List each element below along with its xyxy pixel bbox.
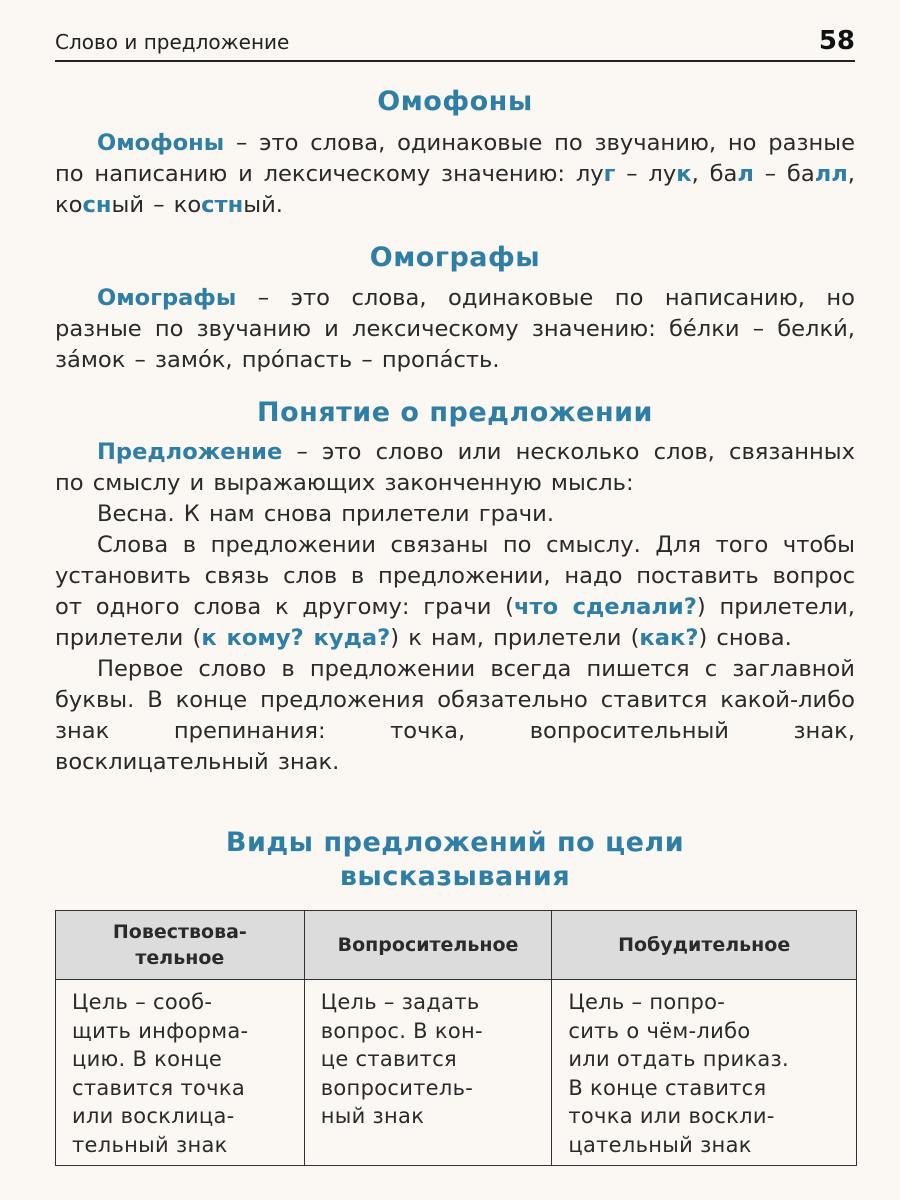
cell-line: В конце ставится <box>568 1075 767 1100</box>
paragraph-text: Слова в предложении связаны по смыслу. Для того чтобы установить связь слов в предложении, надо поставить вопрос от одного слова к другому: грачи ( <box>55 532 855 620</box>
sentence-definition-paragraph <box>55 437 855 499</box>
homographs-term: Омографы <box>97 285 237 311</box>
cell-line: цательный знак <box>568 1132 752 1157</box>
cell-line: сить о чём-либо <box>568 1018 751 1043</box>
column-header-interrogative: Вопросительное <box>304 911 552 980</box>
homographs-text <box>55 283 855 376</box>
sentence-concept-section <box>55 397 855 428</box>
example-part: ый – ко <box>111 192 202 218</box>
example-part: лу <box>575 161 604 187</box>
kinds-title-line: высказывания <box>339 861 571 892</box>
example-letters: г <box>603 161 616 187</box>
cell-line: ный знак <box>320 1104 425 1128</box>
cell-line: Цель – задать <box>320 990 480 1014</box>
column-header-imperative: Побудительное <box>552 911 857 980</box>
question-highlight: как? <box>639 625 699 651</box>
cell-line: тельный знак <box>72 1132 228 1157</box>
cell-line: или отдать приказ. <box>568 1047 789 1071</box>
homographs-examples: бе́лки – белки́, за́мок – замо́к, про́пасть – пропа́сть. <box>55 316 855 373</box>
example-part: , ко <box>55 161 855 218</box>
sentence-connection-paragraph <box>55 530 855 654</box>
paragraph-text: ) к нам, прилетели ( <box>390 625 640 651</box>
sentence-concept-title: Понятие о предложении <box>257 397 653 428</box>
cell-line: Цель – сооб- <box>72 990 213 1014</box>
cell-line: цию. В конце <box>72 1047 223 1071</box>
sentence-definition: – это слово или несколько слов, связанных по смыслу и выражающих законченную мысль: <box>55 439 855 496</box>
cell-line: вопрос. В кон- <box>320 1018 483 1043</box>
cell-line: це ставится <box>320 1047 457 1071</box>
page-header <box>55 28 855 62</box>
kinds-section <box>55 826 855 894</box>
section-title: Слово и предложение <box>55 30 290 54</box>
header-line: Повествова- <box>112 921 247 943</box>
example-part: – ба <box>753 161 815 187</box>
example-letters: стн <box>201 192 244 218</box>
homophones-section <box>55 86 855 117</box>
cell-line: или восклица- <box>72 1104 235 1128</box>
homographs-definition: – это слова, одинаковые по написанию, но разные по звучанию и лексическому значению: <box>55 285 855 342</box>
cell-line: вопроситель- <box>320 1075 474 1100</box>
kinds-title-line: Виды предложений по цели <box>225 827 685 858</box>
homophones-definition: – это слова, одинаковые по звучанию, но разные по написанию и лексическому значению: <box>55 130 855 187</box>
question-highlight: что сделали? <box>514 594 697 620</box>
cell-line: точка или воскли- <box>568 1104 775 1128</box>
example-letters: лл <box>814 161 848 187</box>
kinds-title <box>55 826 855 894</box>
header-line: тельное <box>135 947 225 969</box>
example-letters: к <box>676 161 692 187</box>
page-number: 58 <box>818 26 855 56</box>
homographs-section <box>55 242 855 273</box>
sentence-term: Предложение <box>97 439 283 465</box>
homographs-paragraph <box>55 283 855 376</box>
column-header-declarative <box>56 911 305 980</box>
homophones-title: Омофоны <box>377 86 533 117</box>
cell-line: щить информа- <box>72 1018 249 1043</box>
example-part: , ба <box>691 161 738 187</box>
table-header-row <box>56 911 857 980</box>
example-part: ый. <box>243 192 283 218</box>
table-cell-imperative <box>552 980 857 1166</box>
sentence-kinds-table <box>55 910 857 1166</box>
question-highlight: к кому? куда? <box>201 625 391 651</box>
cell-line: Цель – попро- <box>568 990 726 1014</box>
homographs-title: Омографы <box>369 242 541 273</box>
paragraph-text: ) снова. <box>698 625 792 651</box>
homophones-text <box>55 128 855 221</box>
table-cell-declarative <box>56 980 305 1166</box>
sentence-example: Весна. К нам снова прилетели грачи. <box>97 501 555 527</box>
table-row <box>56 980 857 1166</box>
table-cell-interrogative <box>304 980 552 1166</box>
example-letters: л <box>737 161 754 187</box>
homophones-paragraph <box>55 128 855 221</box>
example-letters: сн <box>82 192 112 218</box>
capitalization-paragraph: Первое слово в предложении всегда пишется с заглавной буквы. В конце предложения обязательно ставится какой-либо знак препинания: точка, вопросительный знак, восклицательный знак. <box>55 656 855 775</box>
paragraph-text: ) прилетели, прилетели ( <box>55 594 855 651</box>
sentence-concept-text <box>55 437 855 778</box>
homophones-term: Омофоны <box>97 130 225 156</box>
cell-line: ставится точка <box>72 1075 245 1100</box>
example-part: – лу <box>615 161 677 187</box>
